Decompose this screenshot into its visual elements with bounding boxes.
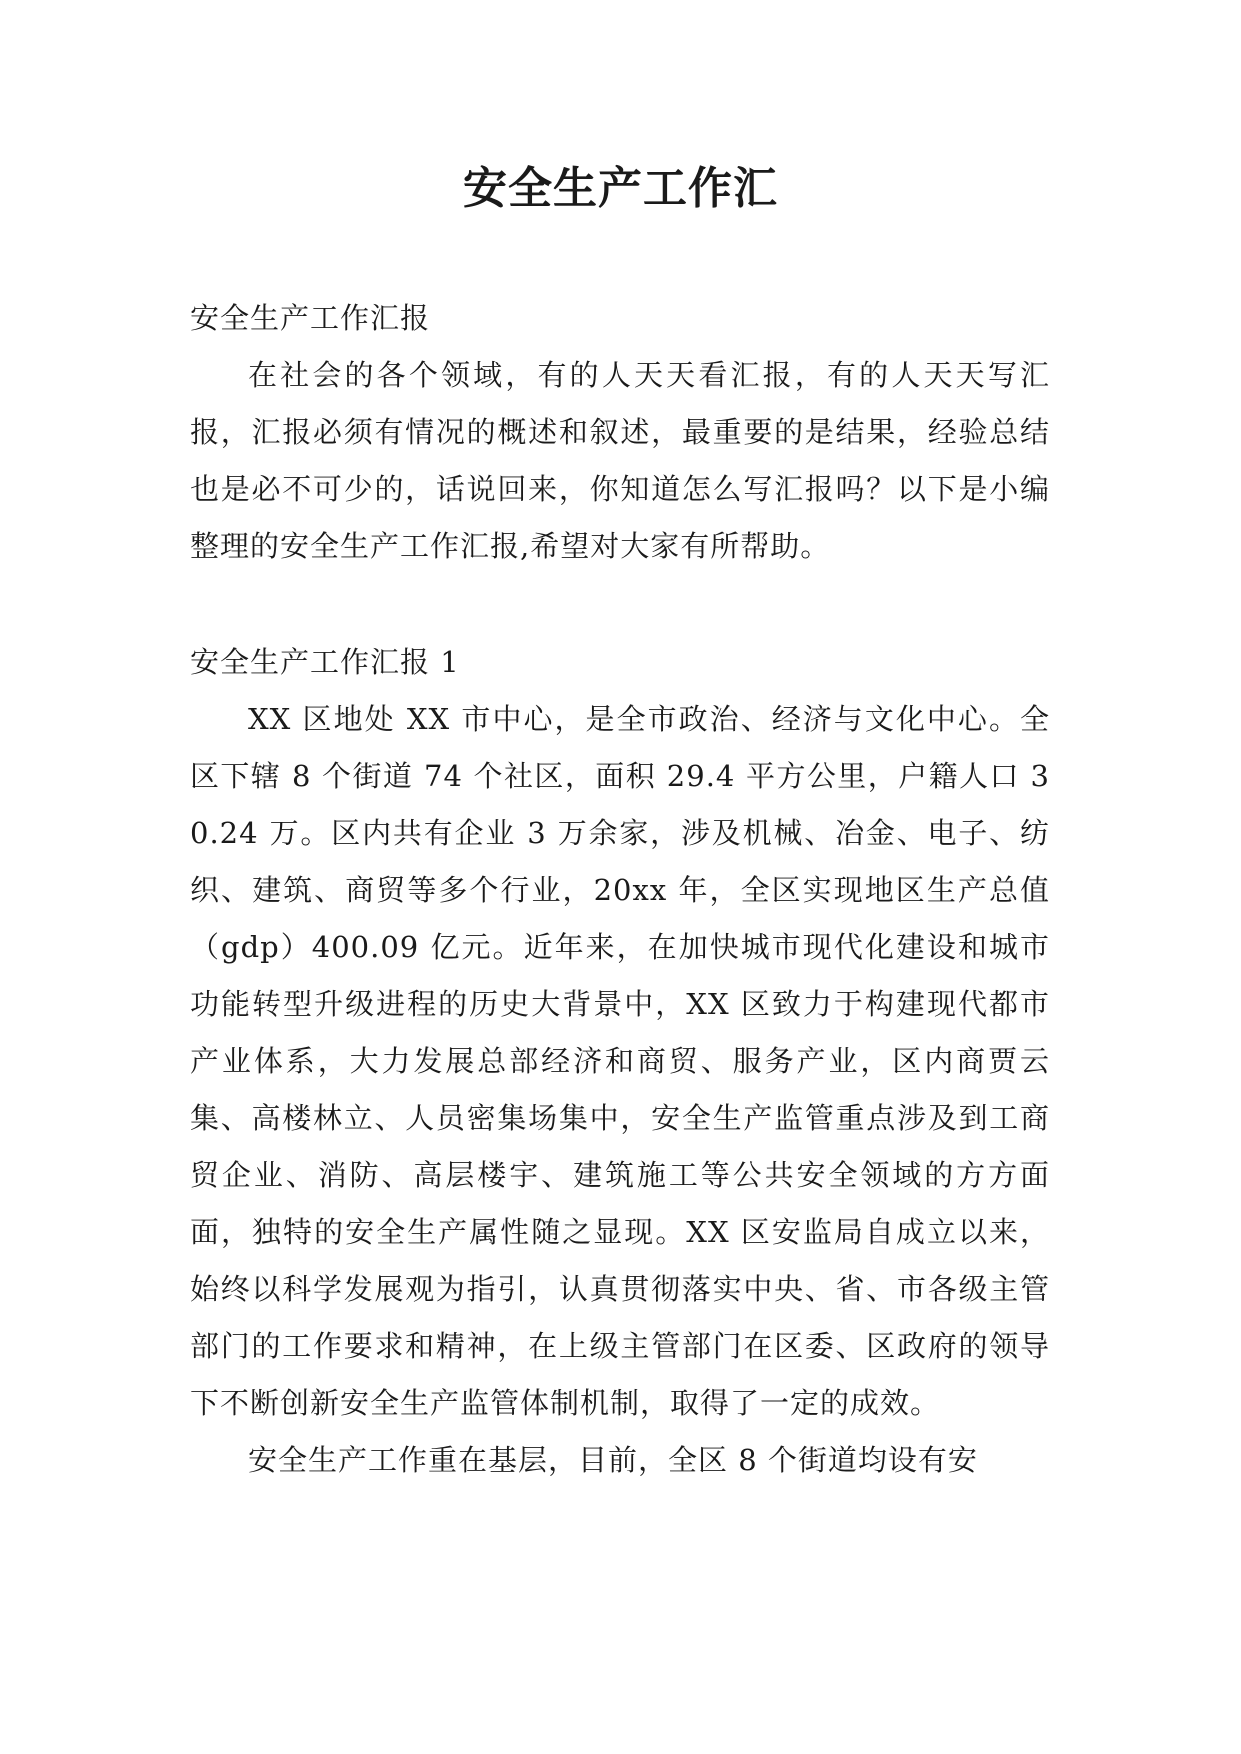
document-title: 安全生产工作汇 <box>463 163 778 214</box>
intro-heading: 安全生产工作汇报 <box>190 301 431 335</box>
intro-section <box>190 290 1050 575</box>
section-1 <box>190 634 1050 1489</box>
section-1-paragraph-2: 安全生产工作重在基层，目前，全区 8 个街道均设有安 <box>248 1443 978 1477</box>
section-1-heading: 安全生产工作汇报 1 <box>190 645 460 679</box>
intro-paragraph: 在社会的各个领域，有的人天天看汇报，有的人天天写汇报，汇报必须有情况的概述和叙述，最重要的是结果，经验总结也是必不可少的，话说回来，你知道怎么写汇报吗？以下是小编整理的安全生产工作汇报,希望对大家有所帮助。 <box>190 358 1050 563</box>
section-1-paragraph-1: XX 区地处 XX 市中心，是全市政治、经济与文化中心。全区下辖 8 个街道 74 个社区，面积 29.4 平方公里，户籍人口 30.24 万。区内共有企业 3 万余家，涉及机械、冶金、电子、纺织、建筑、商贸等多个行业，20xx 年，全区实现地区生产总值（gdp）400.09 亿元。近年来，在加快城市现代化建设和城市功能转型升级进程的历史大背景中，XX 区致力于构建现代都市产业体系，大力发展总部经济和商贸、服务产业，区内商贾云集、高楼林立、人员密集场集中，安全生产监管重点涉及到工商贸企业、消防、高层楼宇、建筑施工等公共安全领域的方方面面，独特的安全生产属性随之显现。XX 区安监局自成立以来，始终以科学发展观为指引，认真贯彻落实中央、省、市各级主管部门的工作要求和精神，在上级主管部门在区委、区政府的领导下不断创新安全生产监管体制机制，取得了一定的成效。 <box>190 702 1050 1420</box>
